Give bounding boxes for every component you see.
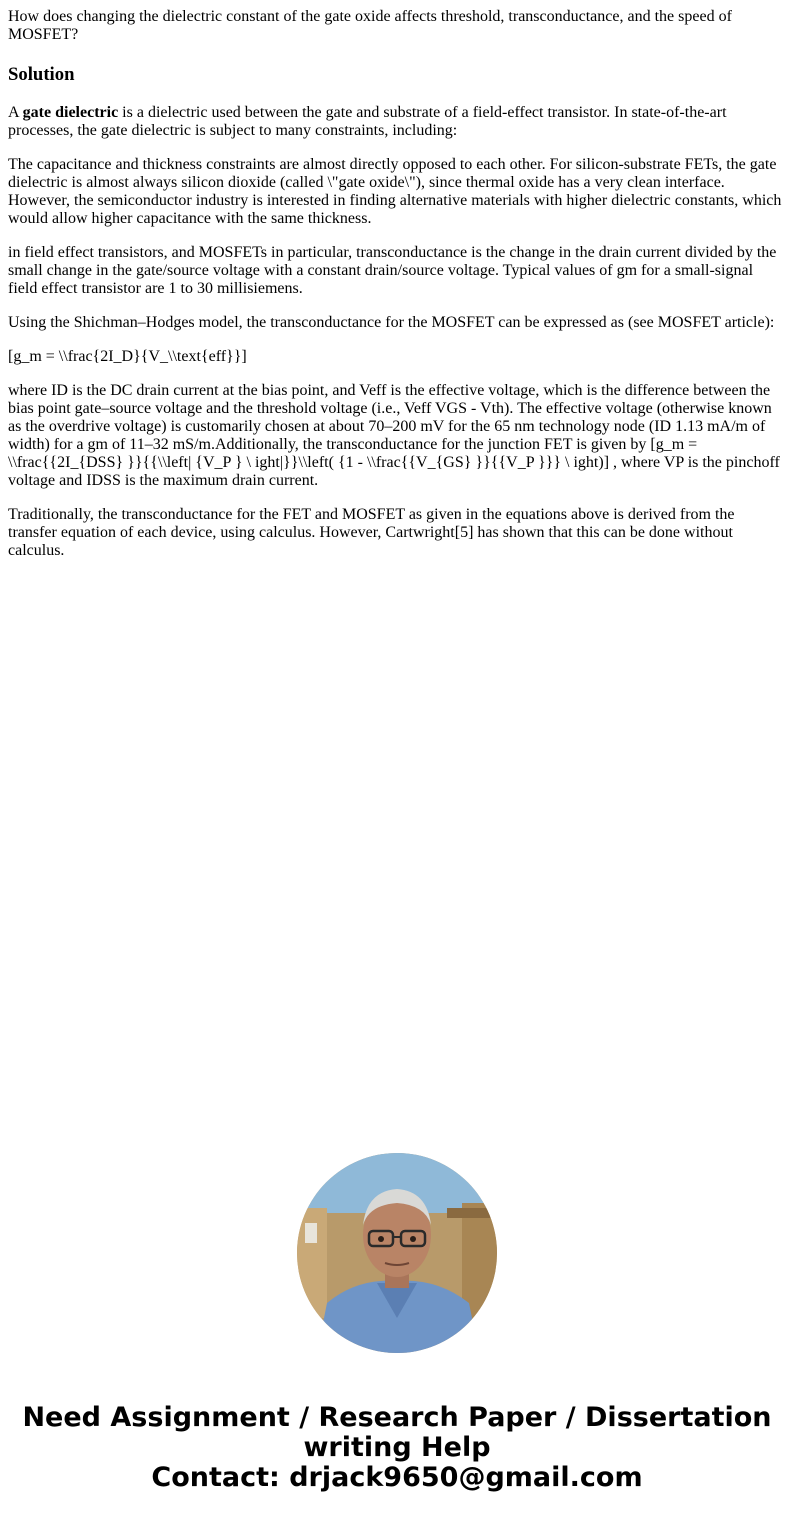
paragraph-traditionally: Traditionally, the transconductance for the FET and MOSFET as given in the equations above is derived from the transfer equation of each device, using calculus. However, Cartwright[5] has shown that this can be done without calculus. [8, 506, 735, 559]
paragraph-gate-dielectric [8, 104, 786, 140]
contact-footer [0, 1403, 794, 1493]
paragraph-shichman-hodges: Using the Shichman–Hodges model, the transconductance for the MOSFET can be expressed as (see MOSFET article): [8, 314, 775, 331]
paragraph-transconductance: in field effect transistors, and MOSFETs in particular, transconductance is the change in the drain current divided by the small change in the gate/source voltage with a constant drain/source voltage. Typical values of gm for a small-signal field effect transistor are 1 to 30 millisiemens. [8, 244, 777, 297]
paragraph-prefix: A [8, 104, 23, 121]
article [8, 8, 786, 576]
equation-text: [g_m = \\frac{2I_D}{V_\\text{eff}}] [8, 348, 247, 365]
footer-line-2: writing Help [303, 1432, 491, 1463]
footer-contact-line: Contact: drjack9650@gmail.com [151, 1462, 643, 1493]
solution-heading: Solution [8, 64, 75, 85]
paragraph-effective-voltage: where ID is the DC drain current at the bias point, and Veff is the effective voltage, which is the difference between the bias point gate–source voltage and the threshold voltage (i.e., Veff VGS - Vth). The effective voltage (otherwise known as the overdrive voltage) is customarily chosen at about 70–200 mV for the 65 nm technology node (ID 1.13 mA/m of width) for a gm of 11–32 mS/m.Additionally, the transconductance for the junction FET is given by [g_m = \\frac{{2I_{DSS} }}{{\\left| {V_P } \ ight|}}\\left( {1 - \\frac{{V_{GS} }}{{V_P }}} \ ight)] , where VP is the pinchoff voltage and IDSS is the maximum drain current. [8, 382, 780, 489]
author-avatar [297, 1153, 497, 1353]
paragraph-capacitance: The capacitance and thickness constraints are almost directly opposed to each other. For silicon-substrate FETs, the gate dielectric is almost always silicon dioxide (called \"gate oxide\"), since thermal oxide has a very clean interface. However, the semiconductor industry is interested in finding alternative materials with higher dielectric constants, which would allow higher capacitance with the same thickness. [8, 156, 782, 227]
avatar-portrait-image [297, 1153, 497, 1353]
question-text: How does changing the dielectric constant of the gate oxide affects threshold, transconductance, and the speed of MOSFET? [8, 8, 732, 43]
paragraph-rest: is a dielectric used between the gate and substrate of a field-effect transistor. In state-of-the-art processes, the gate dielectric is subject to many constraints, including: [8, 104, 727, 139]
bold-term: gate dielectric [22, 104, 119, 121]
footer-line-1: Need Assignment / Research Paper / Dissertation [22, 1402, 772, 1433]
